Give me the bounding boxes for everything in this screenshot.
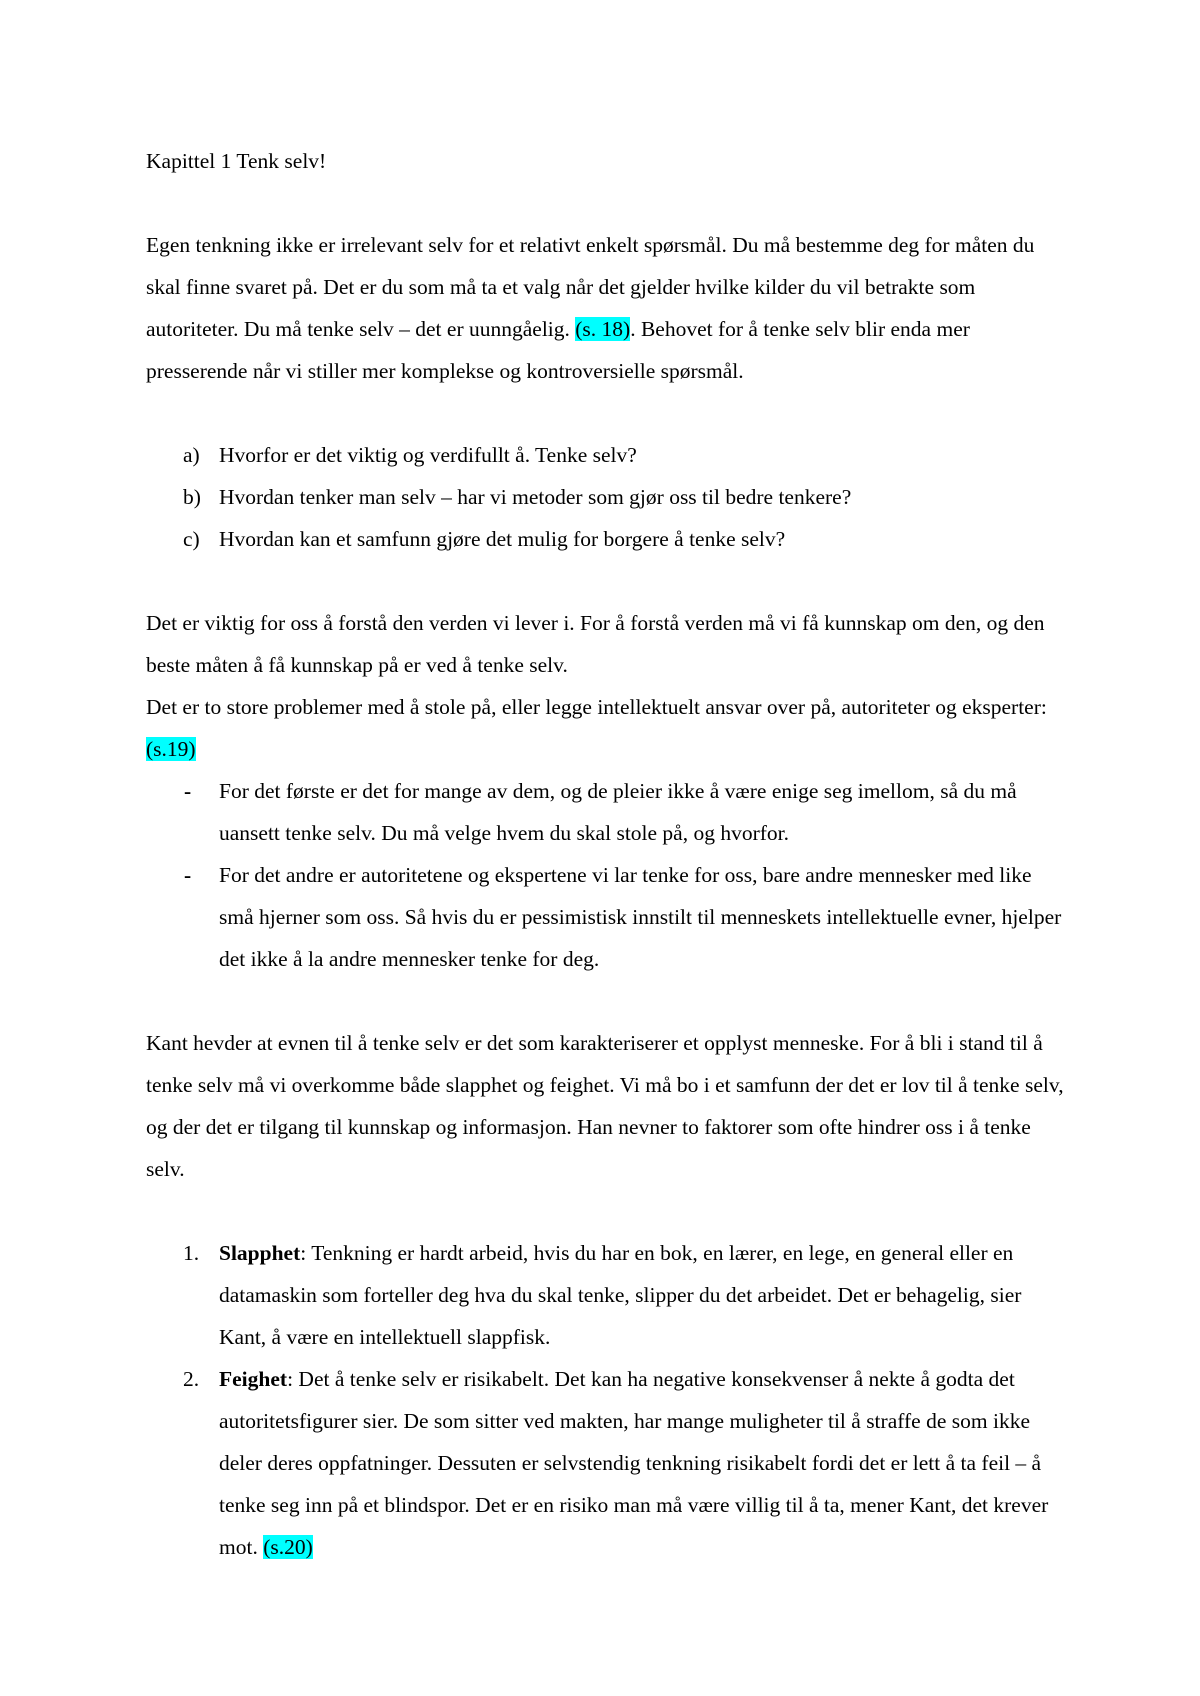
list-marker: -: [184, 863, 192, 887]
kant-paragraph: Kant hevder at evnen til å tenke selv er det som karakteriserer et opplyst menneske. For å bli i stand til å tenke selv må vi overkomme både slapphet og feighet. Vi må bo i et samfunn der det er lov til å tenke selv, og der det er tilgang til kunnskap og informasjon. Han nevner to faktorer som ofte hindrer oss i å tenke selv.: [146, 1031, 1064, 1181]
problems-paragraph: [146, 686, 1066, 770]
spacer: [146, 182, 1066, 224]
list-marker: b): [183, 485, 201, 509]
list-marker: a): [183, 443, 200, 467]
list-item: [146, 476, 1066, 518]
page-reference: (s. 18): [575, 317, 631, 341]
list-marker: 1.: [183, 1241, 200, 1265]
list-marker: -: [184, 779, 192, 803]
problem-list: [146, 770, 1066, 980]
spacer: [146, 392, 1066, 434]
chapter-title: Kapittel 1 Tenk selv!: [146, 149, 327, 173]
factor-text: : Det å tenke selv er risikabelt. Det kan ha negative konsekvenser å nekte å godta det autoritetsfigurer sier. De som sitter ved makten, har mange muligheter til å straffe de som ikke deler deres oppfatninger. Dessuten er selvstendig tenkning risikabelt fordi det er lett å ta feil – å tenke seg inn på et blindspor. Det er en risiko man må være villig til å ta, mener Kant, det krever mot.: [219, 1367, 1049, 1559]
spacer: [146, 560, 1066, 602]
list-item: [146, 1358, 1066, 1568]
spacer: [146, 980, 1066, 1022]
page-reference: (s.19): [146, 737, 196, 761]
understanding-paragraph: Det er viktig for oss å forstå den verden vi lever i. For å forstå verden må vi få kunnskap om den, og den beste måten å få kunnskap på er ved å tenke selv.: [146, 611, 1045, 677]
problems-intro-text: Det er to store problemer med å stole på, eller legge intellektuelt ansvar over på, autoriteter og eksperter:: [146, 695, 1047, 719]
list-item: [146, 770, 1066, 854]
problem-text: For det første er det for mange av dem, og de pleier ikke å være enige seg imellom, så du må uansett tenke selv. Du må velge hvem du skal stole på, og hvorfor.: [219, 779, 1017, 845]
intro-paragraph: [146, 224, 1066, 392]
factor-text: : Tenkning er hardt arbeid, hvis du har en bok, en lærer, en lege, en general eller en datamaskin som forteller deg hva du skal tenke, slipper du det arbeidet. Det er behagelig, sier Kant, å være en intellektuell slappfisk.: [219, 1241, 1022, 1349]
spacer: [146, 1190, 1066, 1232]
question-text: Hvordan kan et samfunn gjøre det mulig for borgere å tenke selv?: [219, 527, 786, 551]
question-list: [146, 434, 1066, 560]
factor-list: [146, 1232, 1066, 1568]
list-item: [146, 854, 1066, 980]
document-body: [146, 140, 1066, 1568]
list-item: [146, 434, 1066, 476]
intro-text-continued: . Behovet for å tenke selv blir enda mer presserende når vi stiller mer komplekse og kontroversielle spørsmål.: [146, 317, 970, 383]
list-marker: 2.: [183, 1367, 200, 1391]
question-text: Hvordan tenker man selv – har vi metoder som gjør oss til bedre tenkere?: [219, 485, 852, 509]
factor-term: Slapphet: [219, 1241, 301, 1265]
list-item: [146, 1232, 1066, 1358]
list-item: [146, 518, 1066, 560]
page-reference: (s.20): [263, 1535, 313, 1559]
question-text: Hvorfor er det viktig og verdifullt å. Tenke selv?: [219, 443, 637, 467]
problem-text: For det andre er autoritetene og ekspertene vi lar tenke for oss, bare andre mennesker med like små hjerner som oss. Så hvis du er pessimistisk innstilt til menneskets intellektuelle evner, hjelper det ikke å la andre mennesker tenke for deg.: [219, 863, 1062, 971]
list-marker: c): [183, 527, 200, 551]
intro-text: Egen tenkning ikke er irrelevant selv for et relativt enkelt spørsmål. Du må bestemme deg for måten du skal finne svaret på. Det er du som må ta et valg når det gjelder hvilke kilder du vil betrakte som autoriteter. Du må tenke selv – det er uunngåelig.: [146, 233, 1035, 341]
factor-term: Feighet: [219, 1367, 288, 1391]
